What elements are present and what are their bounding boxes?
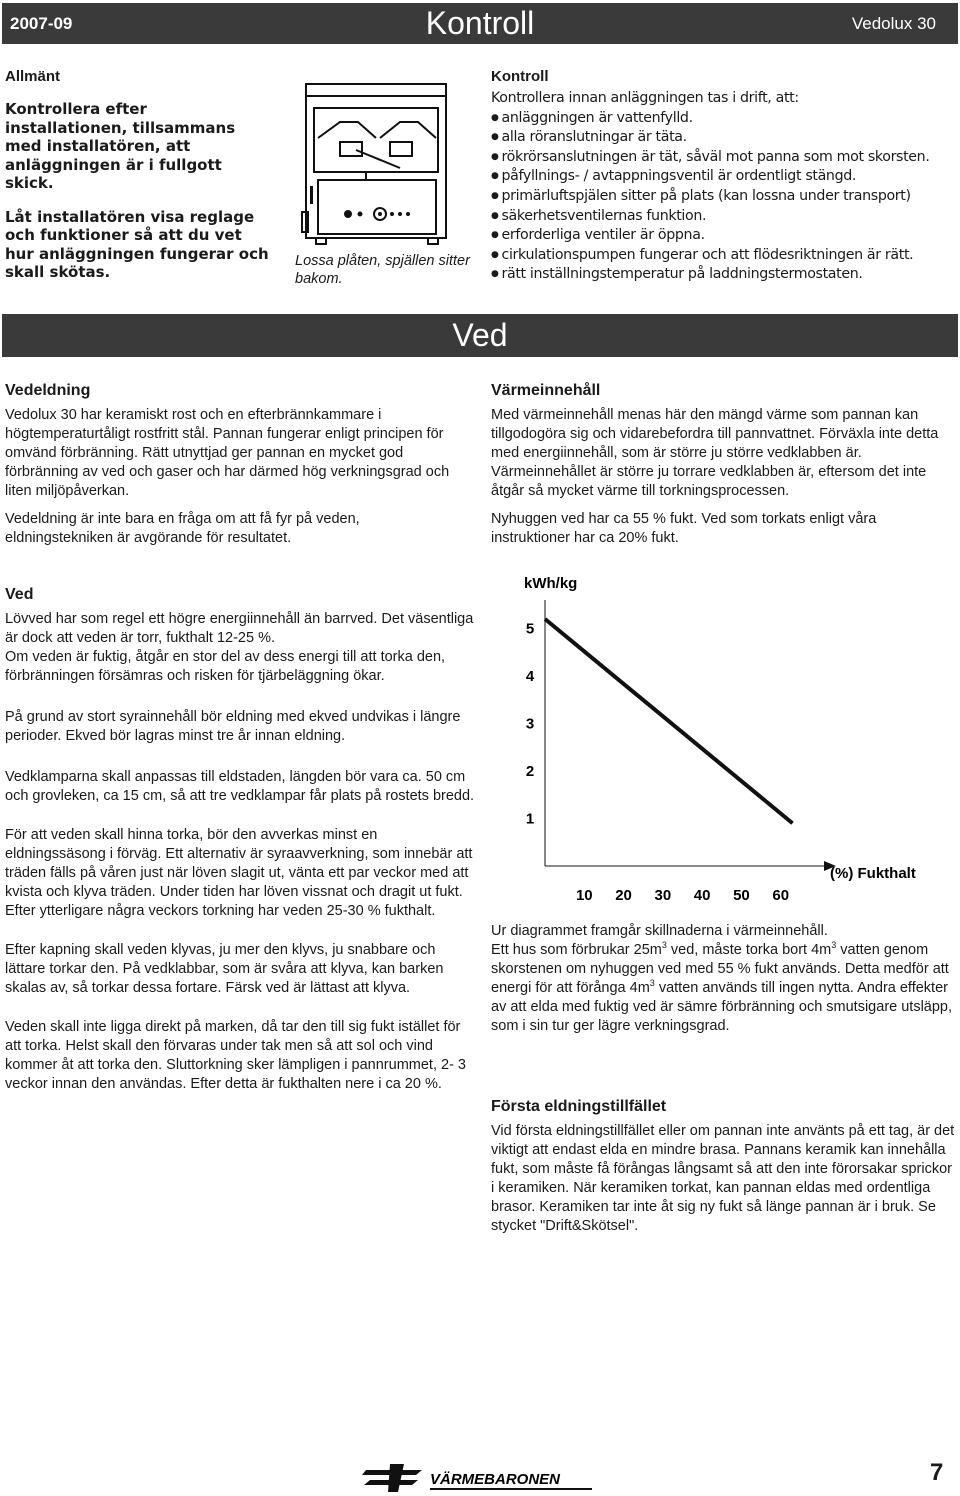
forsta-paragraph: Vid första eldningstillfället eller om pannan inte använts på ett tag, är det viktigt att endast elda en mindre brasa. Pannans keramik kan innehålla fukt, som måste få förångas långsamt så att den inte förorsakar sprickor i keramiken. När keramiken torkat, kan pannan eldas med ordentliga brasor. Keramiken tar inte åt sig ny fukt så länge pannan är i bruk. Se stycket "Drift&Skötsel".: [491, 1123, 955, 1234]
forsta-section: [491, 1098, 956, 1236]
header-band: [2, 3, 958, 44]
checklist-item: ● säkerhetsventilernas funktion.: [491, 207, 956, 227]
chart-notes: [491, 922, 956, 1036]
varmeinnehall-heading: Värmeinnehåll: [491, 382, 601, 399]
chart-y-tick-label: 1: [525, 810, 535, 828]
brand-name: VÄRMEBARONEN: [430, 1471, 561, 1488]
ved-paragraph-6: Efter kapning skall veden klyvas, ju mer den klyvs, ju snabbare och lättare torkar den. På vedklabbar, som är svåra att klyva, kan barken skalas av, så torkar dessa fortare. Färsk ved är lättast att klyva.: [5, 942, 444, 996]
kontroll-heading: Kontroll: [491, 68, 549, 85]
checklist: [491, 109, 956, 285]
page-title: Kontroll: [425, 5, 535, 41]
vedeldning-section: [5, 382, 470, 548]
chart-x-tick-label: 60: [772, 887, 790, 904]
brand-logo: [360, 1462, 600, 1496]
ved-heading: Ved: [5, 586, 34, 603]
chart-y-tick-label: 2: [525, 763, 535, 780]
ved-paragraph-5: För att veden skall hinna torka, bör den avverkas minst en eldningssäsong i förväg. Ett alternativ är syraavverkning, som innebär att träden fälls på våren just när löven slagit ut, vänta ett par veckor med att kvista och klyva träden. Under tiden har löven vissnat och dragit ut fukt. Efter ytterligare några veckors torkning har veden 25-30 % fukthalt.: [5, 827, 473, 919]
checklist-item: ● anläggningen är vattenfylld.: [491, 109, 956, 129]
chart-x-tick-label: 30: [654, 887, 672, 904]
chart-y-tick-label: 5: [525, 620, 535, 638]
chart-x-tick-label: 40: [693, 887, 711, 904]
header-date: 2007-09: [10, 13, 73, 33]
chart-y-tick-label: 4: [525, 668, 535, 685]
checklist-item: ● erforderliga ventiler är öppna.: [491, 226, 956, 246]
checklist-item: ● cirkulationspumpen fungerar och att flödesriktningen är rätt.: [491, 246, 956, 266]
kontroll-section: [491, 68, 956, 285]
checklist-item: ● rätt inställningstemperatur på laddningstermostaten.: [491, 265, 956, 285]
forsta-heading: Första eldningstillfället: [491, 1098, 667, 1115]
boiler-illustration: [296, 82, 464, 252]
ved-paragraph-1: Lövved har som regel ett högre energiinnehåll än barrved. Det väsentliga är dock att veden är torr, fukthalt 12-25 %.: [5, 611, 474, 646]
allmant-section: [5, 68, 270, 297]
chart-series-line: [545, 619, 793, 823]
ved-paragraph-2: Om veden är fuktig, åtgår en stor del av dess energi till att torka den, förbränningen försämras och risken för tjärbeläggning ökar.: [5, 649, 446, 684]
allmant-heading: Allmänt: [5, 68, 61, 85]
chart-ylabel: kWh/kg: [524, 575, 578, 592]
moisture-energy-chart: [490, 570, 950, 910]
ved-paragraph-4: Vedklamparna skall anpassas till eldstaden, längden bör vara ca. 50 cm och grovleken, ca 15 cm, så att tre vedklampar får plats på rostets bredd.: [5, 769, 475, 804]
section-band-ved: Ved: [2, 314, 958, 357]
chart-x-tick-label: 10: [575, 887, 593, 904]
varmeinnehall-paragraph-2: Nyhuggen ved har ca 55 % fukt. Ved som torkats enligt våra instruktioner har ca 20% fukt.: [491, 511, 877, 546]
ved-section: [5, 586, 475, 1094]
checklist-item: ● rökrörsanslutningen är tät, såväl mot panna som mot skorsten.: [491, 148, 956, 168]
chart-x-tick-label: 20: [615, 887, 632, 904]
vedeldning-paragraph-1: Vedolux 30 har keramiskt rost och en efterbrännkammare i högtemperaturtåligt rostfritt stål. Pannan fungerar enligt principen för omvänd förbränning. Rätt utnyttjad ger pannan en mycket god förbränning av ved och gaser och har därmed hög verkningsgrad och liten miljöpåverkan.: [5, 407, 450, 499]
chart-xlabel: (%) Fukthalt: [830, 865, 916, 882]
kontroll-intro: Kontrollera innan anläggningen tas i drift, att:: [491, 90, 799, 106]
varmeinnehall-paragraph-1: Med värmeinnehåll menas här den mängd värme som pannan kan tillgodogöra sig och vidarebefordra till pannvattnet. Förväxla inte detta med energiinnehåll, som är större ju större vedklabben är. Värmeinnehållet är större ju torrare vedklabben är, eftersom det inte åtgår så mycket värme till torkningsprocessen.: [491, 407, 939, 499]
allmant-paragraph-1: Kontrollera efter installationen, tillsammans med installatören, att anläggningen är i fullgott skick.: [5, 100, 236, 192]
page-number: 7: [930, 1459, 944, 1486]
ved-paragraph-7: Veden skall inte ligga direkt på marken, då tar den till sig fukt istället för att torka. Helst skall den förvaras under tak men så att sol och vind kommer åt att torka den. Sluttorkning sker lämpligen i pannrummet, 2- 3 veckor innan den användas. Efter detta är fukthalten nere i ca 20 %.: [5, 1019, 466, 1092]
checklist-item: ● primärluftspjälen sitter på plats (kan lossna under transport): [491, 187, 956, 207]
ved-paragraph-3: På grund av stort syrainnehåll bör eldning med ekved undvikas i längre perioder. Ekved bör lagras minst tre år innan eldning.: [5, 709, 461, 744]
chart-note-1: Ur diagrammet framgår skillnaderna i värmeinnehåll.: [491, 923, 828, 939]
vedeldning-heading: Vedeldning: [5, 382, 91, 399]
varmeinnehall-section: [491, 382, 956, 548]
chart-y-tick-label: 3: [525, 715, 535, 733]
chart-x-tick-label: 50: [733, 887, 750, 904]
checklist-item: ● alla röranslutningar är täta.: [491, 128, 956, 148]
checklist-item: ● påfyllnings- / avtappningsventil är ordentligt stängd.: [491, 167, 956, 187]
header-model: Vedolux 30: [851, 13, 936, 33]
chart-note-2: Ett hus som förbrukar $25m^3$ ved, måste torka bort $4m^3$ vatten genom skorstenen om nyhuggen ved med 55 % fukt används. Detta medför att energi för att förånga $4m^3$ vatten används till ingen nytta. Andra effekter av att elda med fuktig ved är sämre förbränning och smutsigare utsläpp, som i sin tur ger lägre verkningsgrad.: [491, 940, 953, 1034]
figure-caption: Lossa plåten, spjällen sitter bakom.: [295, 253, 470, 287]
vedeldning-paragraph-2: Vedeldning är inte bara en fråga om att få fyr på veden, eldningstekniken är avgörande för resultatet.: [5, 511, 360, 546]
allmant-paragraph-2: Låt installatören visa reglage och funktioner så att du vet hur anläggningen fungerar och skall skötas.: [5, 207, 269, 281]
